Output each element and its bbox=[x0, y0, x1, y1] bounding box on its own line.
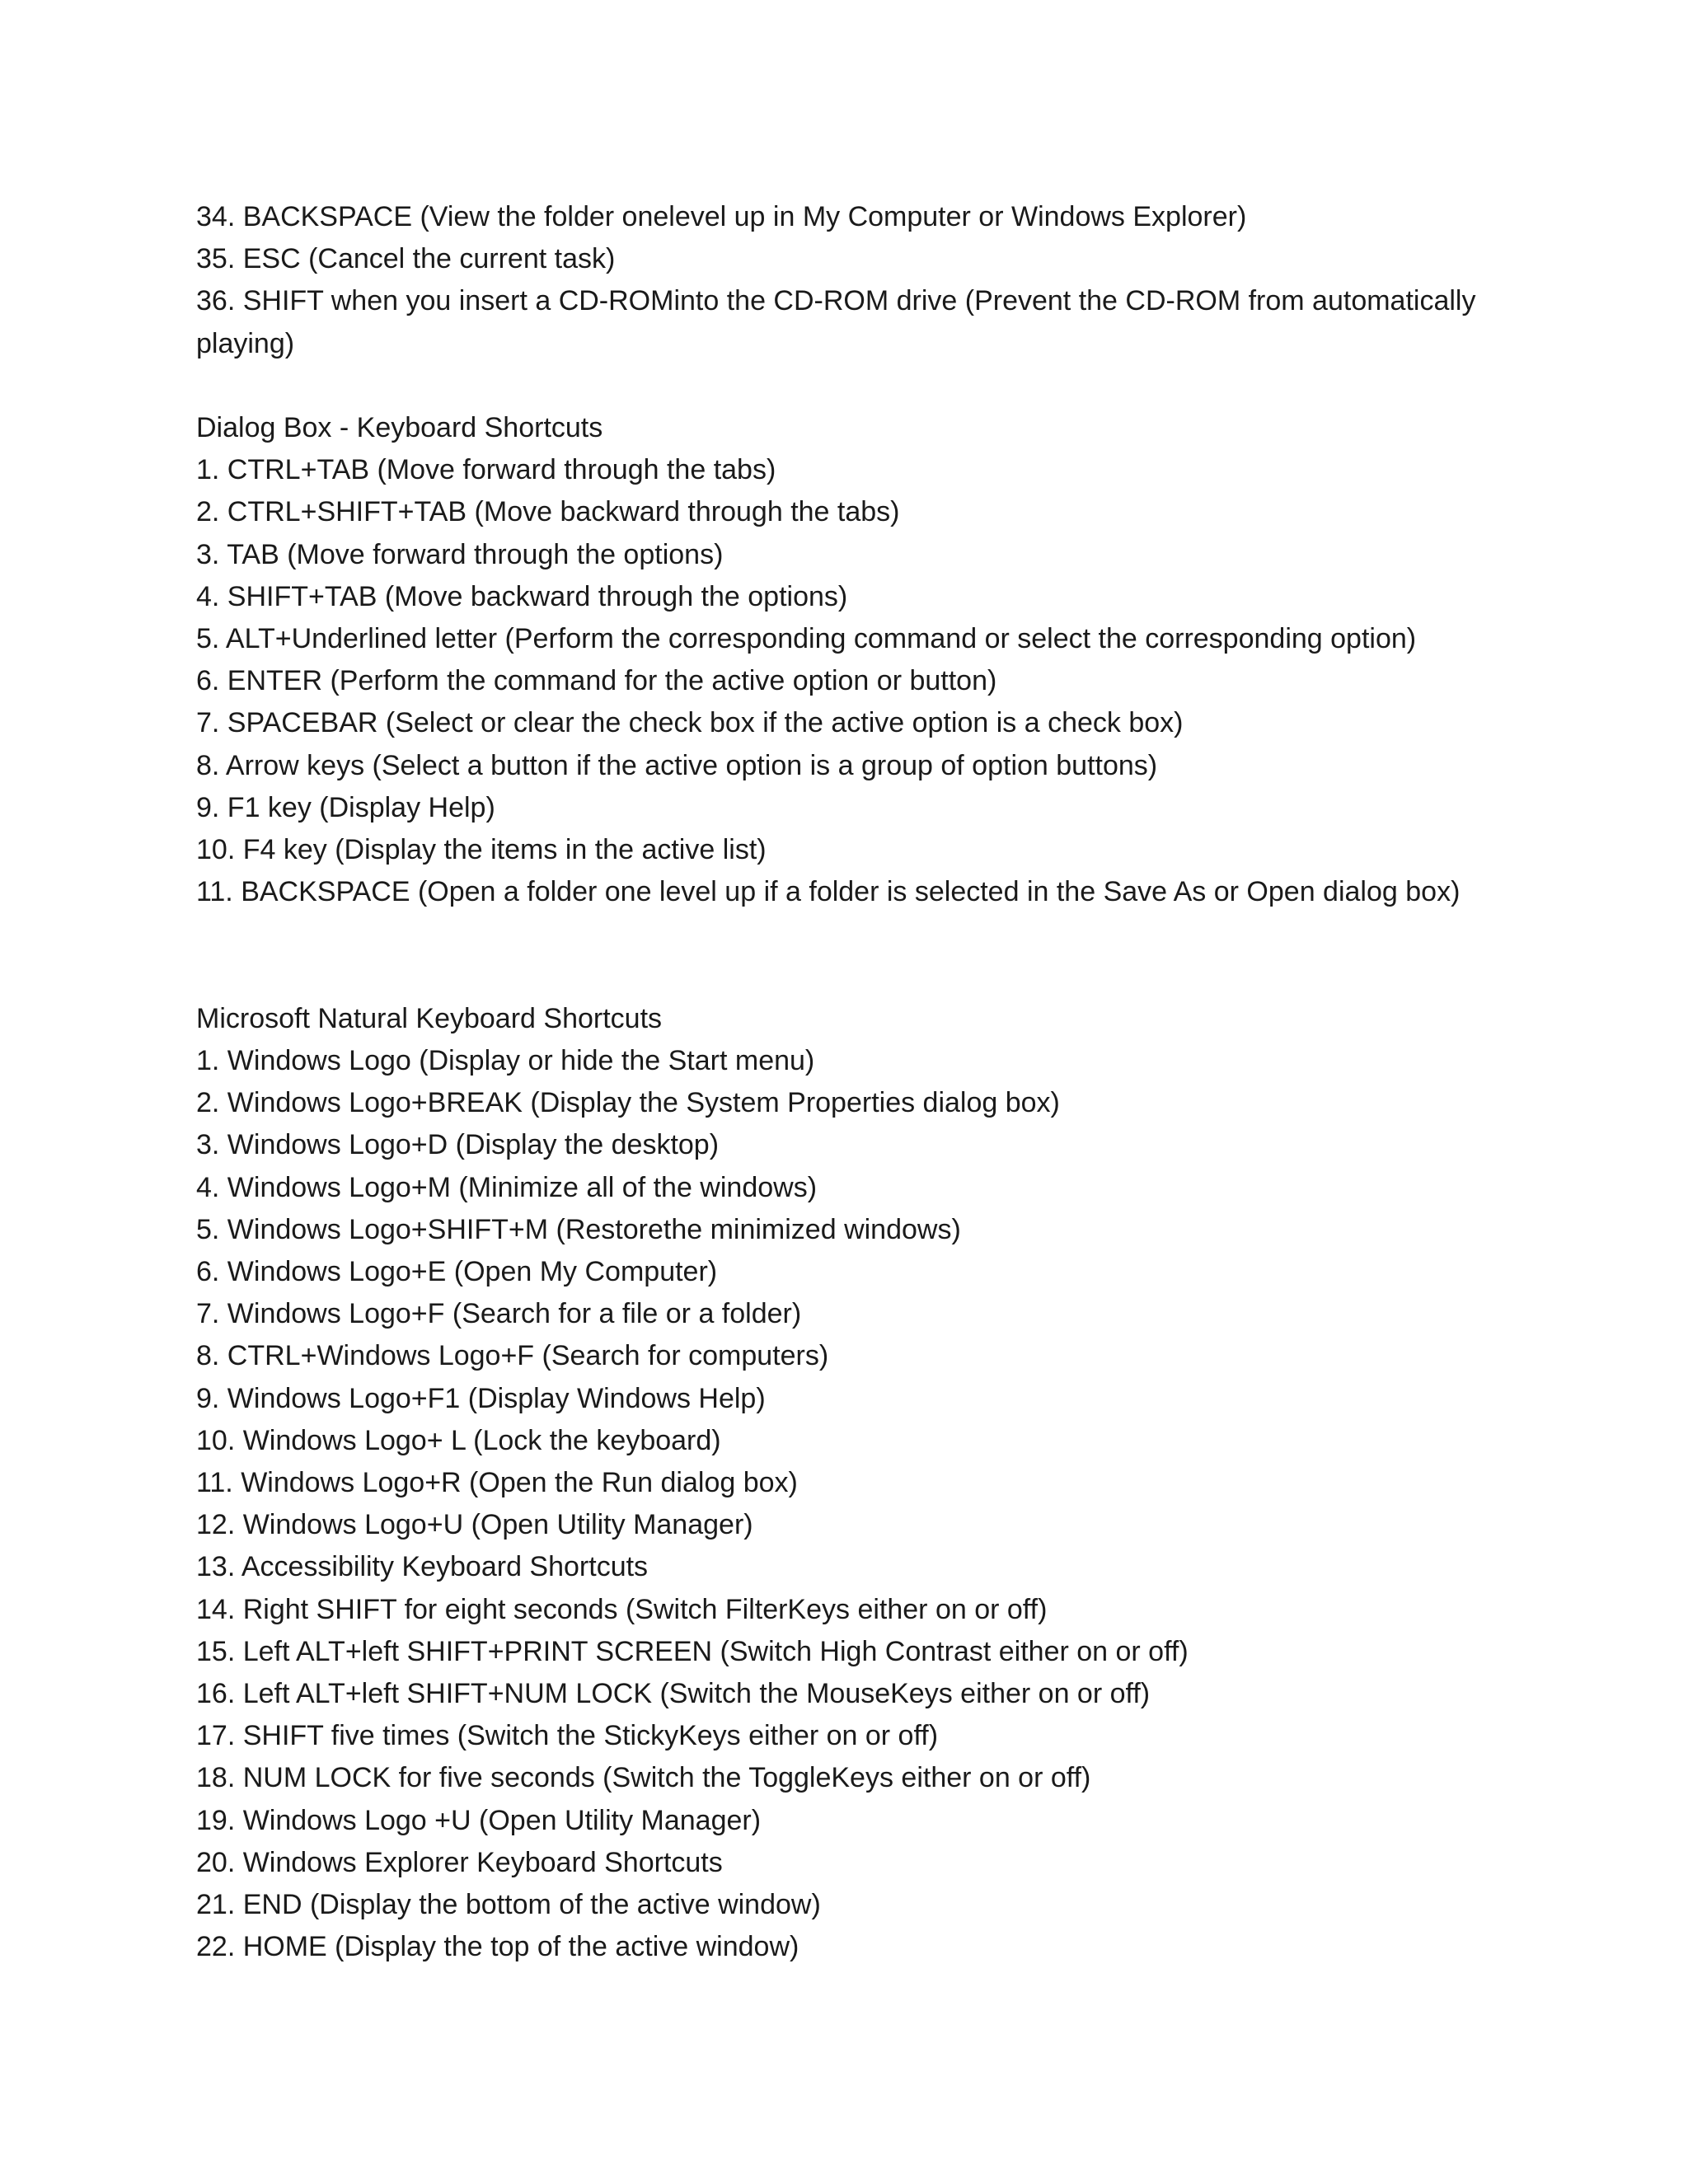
list-item: 14. Right SHIFT for eight seconds (Switch FilterKeys either on or off) bbox=[196, 1593, 1048, 1625]
list-item: 8. Arrow keys (Select a button if the active option is a group of option buttons) bbox=[196, 749, 1158, 781]
list-item: 6. ENTER (Perform the command for the active option or button) bbox=[196, 665, 997, 697]
list-item: 10. Windows Logo+ L (Lock the keyboard) bbox=[196, 1424, 721, 1456]
paragraph-spacer bbox=[196, 913, 1548, 997]
list-item: 4. Windows Logo+M (Minimize all of the windows) bbox=[196, 1171, 818, 1203]
list-item: 7. Windows Logo+F (Search for a file or a folder) bbox=[196, 1298, 802, 1330]
list-item: 17. SHIFT five times (Switch the StickyKeys either on or off) bbox=[196, 1720, 939, 1752]
list-item: 4. SHIFT+TAB (Move backward through the options) bbox=[196, 580, 848, 612]
list-item: 21. END (Display the bottom of the active window) bbox=[196, 1889, 821, 1921]
list-item: 35. ESC (Cancel the current task) bbox=[196, 243, 616, 275]
dialog-box-shortcuts-section bbox=[196, 407, 1548, 913]
list-item: 11. BACKSPACE (Open a folder one level up if a folder is selected in the Save As or Open dialog box) bbox=[196, 876, 1461, 908]
list-item: 1. CTRL+TAB (Move forward through the tabs) bbox=[196, 454, 776, 486]
list-item: 1. Windows Logo (Display or hide the Start menu) bbox=[196, 1045, 815, 1077]
list-item: 5. ALT+Underlined letter (Perform the corresponding command or select the corresponding option) bbox=[196, 623, 1417, 655]
natural-keyboard-shortcuts-section bbox=[196, 998, 1548, 1969]
list-item: 20. Windows Explorer Keyboard Shortcuts bbox=[196, 1846, 723, 1878]
list-item: 18. NUM LOCK for five seconds (Switch the ToggleKeys either on or off) bbox=[196, 1762, 1091, 1794]
list-item: 9. Windows Logo+F1 (Display Windows Help) bbox=[196, 1382, 766, 1414]
section-heading: Dialog Box - Keyboard Shortcuts bbox=[196, 412, 603, 443]
document-body bbox=[196, 196, 1548, 1969]
list-item: 13. Accessibility Keyboard Shortcuts bbox=[196, 1551, 649, 1583]
list-item: 9. F1 key (Display Help) bbox=[196, 791, 495, 823]
list-item: 36. SHIFT when you insert a CD-ROMinto the CD-ROM drive (Prevent the CD-ROM from automatically playing) bbox=[196, 285, 1476, 359]
list-item: 2. CTRL+SHIFT+TAB (Move backward through the tabs) bbox=[196, 496, 900, 528]
list-item: 34. BACKSPACE (View the folder onelevel up in My Computer or Windows Explorer) bbox=[196, 201, 1247, 232]
continued-shortcut-list bbox=[196, 196, 1548, 365]
list-item: 12. Windows Logo+U (Open Utility Manager) bbox=[196, 1509, 753, 1541]
list-item: 15. Left ALT+left SHIFT+PRINT SCREEN (Switch High Contrast either on or off) bbox=[196, 1635, 1189, 1667]
list-item: 3. TAB (Move forward through the options) bbox=[196, 538, 724, 570]
list-item: 5. Windows Logo+SHIFT+M (Restorethe minimized windows) bbox=[196, 1213, 961, 1245]
list-item: 10. F4 key (Display the items in the active list) bbox=[196, 834, 767, 866]
list-item: 6. Windows Logo+E (Open My Computer) bbox=[196, 1256, 718, 1288]
list-item: 3. Windows Logo+D (Display the desktop) bbox=[196, 1129, 720, 1161]
list-item: 2. Windows Logo+BREAK (Display the System Properties dialog box) bbox=[196, 1087, 1060, 1119]
section-heading: Microsoft Natural Keyboard Shortcuts bbox=[196, 1002, 663, 1034]
paragraph-spacer bbox=[196, 365, 1548, 407]
list-item: 11. Windows Logo+R (Open the Run dialog box) bbox=[196, 1467, 798, 1499]
list-item: 8. CTRL+Windows Logo+F (Search for computers) bbox=[196, 1340, 829, 1372]
list-item: 16. Left ALT+left SHIFT+NUM LOCK (Switch the MouseKeys either on or off) bbox=[196, 1678, 1151, 1710]
list-item: 19. Windows Logo +U (Open Utility Manager) bbox=[196, 1804, 762, 1836]
list-item: 22. HOME (Display the top of the active window) bbox=[196, 1931, 799, 1963]
list-item: 7. SPACEBAR (Select or clear the check box if the active option is a check box) bbox=[196, 707, 1184, 739]
